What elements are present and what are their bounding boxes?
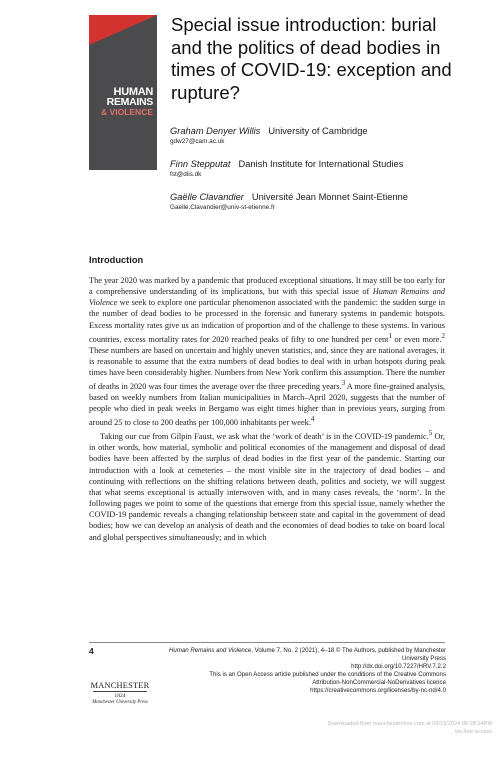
journal-logo xyxy=(89,15,157,170)
logo-line-violence: & VIOLENCE xyxy=(101,107,153,117)
download-watermark xyxy=(328,721,493,736)
logo-wordmark xyxy=(89,87,157,117)
publisher-logo-subtitle: Manchester University Press xyxy=(92,700,148,705)
body-paragraph-2 xyxy=(89,428,445,542)
text-span: Taking our cue from Gilpin Faust, we ask what the ‘work of death’ is in the COVID-19 pandemic. xyxy=(100,432,429,442)
author-line xyxy=(170,158,490,170)
author-email[interactable]: fst@diis.dk xyxy=(170,171,202,178)
logo-red-corner xyxy=(89,15,157,45)
author-name: Gaëlle Clavandier xyxy=(170,192,244,202)
footnote-marker[interactable]: 2 xyxy=(441,332,445,340)
body-paragraph-1 xyxy=(89,275,445,428)
publisher-logo xyxy=(89,681,151,705)
footer-divider xyxy=(89,642,445,643)
publisher-logo-rule xyxy=(93,691,147,692)
footnote-marker[interactable]: 4 xyxy=(310,416,315,424)
license-link[interactable]: https://creativecommons.org/licenses/by-nc-nd/4.0 xyxy=(310,687,446,695)
author-affiliation: University of Cambridge xyxy=(268,126,368,136)
article-body xyxy=(89,275,445,543)
text-span: or even more. xyxy=(391,334,442,344)
citation-details: , Volume 7, No. 2 (2021), 4–18 © The Authors, published by Manchester University Press xyxy=(251,647,446,663)
text-span: Or, in other words, how material, symbolic and political economies of the management and disposal of dead bodies have been affected by the surplus of dead bodies in the first year of the pandemic. Starting our introduction with a look at cemeteries – the most visible site in the trajectory of dead bodies – and continuing with reflections on the shifting relations between death, politics and society, we will suggest that what seems exceptional is actually interwoven with, and in many cases reveals, the ‘norm’. In the following pages we point to some of the questions that emerge from this special issue, namely whether the COVID-19 pandemic reveals a changing relationship between state and capital in the government of dead bodies; how we can develop an analysis of death and the economies of dead bodies to take on board local and global perspectives simultaneously; and in which xyxy=(89,432,445,542)
journal-name: Human Remains and Violence xyxy=(169,647,252,654)
citation-block xyxy=(156,647,446,696)
author-line xyxy=(170,125,490,137)
author-list xyxy=(170,125,490,224)
access-line: via free access xyxy=(454,728,492,735)
footnote-marker[interactable]: 1 xyxy=(388,332,392,340)
article-title: Special issue introduction: burial and the politics of dead bodies in times of COVID-19: exception and rupture? xyxy=(171,14,452,103)
logo-line-human: HUMAN xyxy=(113,86,153,98)
publisher-logo-name: MANCHESTER xyxy=(90,681,150,690)
publisher-logo-year: 1824 xyxy=(114,693,126,699)
section-heading: Introduction xyxy=(89,255,144,265)
text-span: A more fine-grained analysis, based on weekly numbers from Italian municipalities in March–April 2020, suggests that the number of people who died in peak weeks in Bergamo was eight times higher than in previous years, surging from around 25 to close to 200 deaths per 100,000 inhabitants per week. xyxy=(89,381,446,428)
doi-link[interactable]: http://dx.doi.org/10.7227/HRV.7.2.2 xyxy=(351,663,446,671)
author-entry xyxy=(170,158,490,180)
citation-line xyxy=(156,647,446,663)
author-name: Finn Stepputat xyxy=(170,159,231,169)
author-name: Graham Denyer Willis xyxy=(170,126,261,136)
author-entry xyxy=(170,191,490,213)
author-affiliation: Danish Institute for International Studies xyxy=(238,159,404,169)
text-span: These numbers are based on uncertain and highly uneven statistics, and, since they are national averages, it is reasonable to assume that the extra numbers of dead bodies to deal with in urban hotspots during peak times have been considerably higher. Numbers from New York confirm this assumption. There the number of deaths in 2020 was four times the average over the three preceding years. xyxy=(89,345,445,391)
text-span: The year 2020 was marked by a pandemic that produced exceptional situations. It may still be too early for a comprehensive understanding of its implications, but with this special issue of xyxy=(89,276,445,297)
text-span: we seek to explore one particular phenomenon associated with the pandemic: the sudden surge in the number of dead bodies to be processed in the forensic and funerary systems in pandemic hotspots. Excess mortality rates give us an indication of proportion and of the challenge to these systems. In various countries, excess mortality rates for 2020 reached peaks of fifty to one hundred per cent xyxy=(89,298,445,344)
author-line xyxy=(170,191,490,203)
license-text: This is an Open Access article published under the conditions of the Creative Commons xyxy=(209,671,446,679)
author-affiliation: Université Jean Monnet Saint-Etienne xyxy=(251,192,408,202)
license-name: Attribution-NonCommercial-NoDerivatives licence xyxy=(312,679,446,687)
journal-name-italic: Human Remains and Violence xyxy=(89,287,445,308)
download-line: Downloaded from manchesterhive.com at 09/15/2024 08:28:14PM xyxy=(327,721,492,727)
footnote-marker[interactable]: 3 xyxy=(341,380,346,388)
footnote-marker[interactable]: 5 xyxy=(428,430,433,438)
author-email[interactable]: gdw27@cam.ac.uk xyxy=(170,138,225,145)
page-number: 4 xyxy=(89,646,94,656)
author-email[interactable]: Gaelle.Clavandier@univ-st-etienne.fr xyxy=(170,204,275,211)
logo-line-remains: REMAINS xyxy=(106,96,153,108)
author-entry xyxy=(170,125,490,147)
